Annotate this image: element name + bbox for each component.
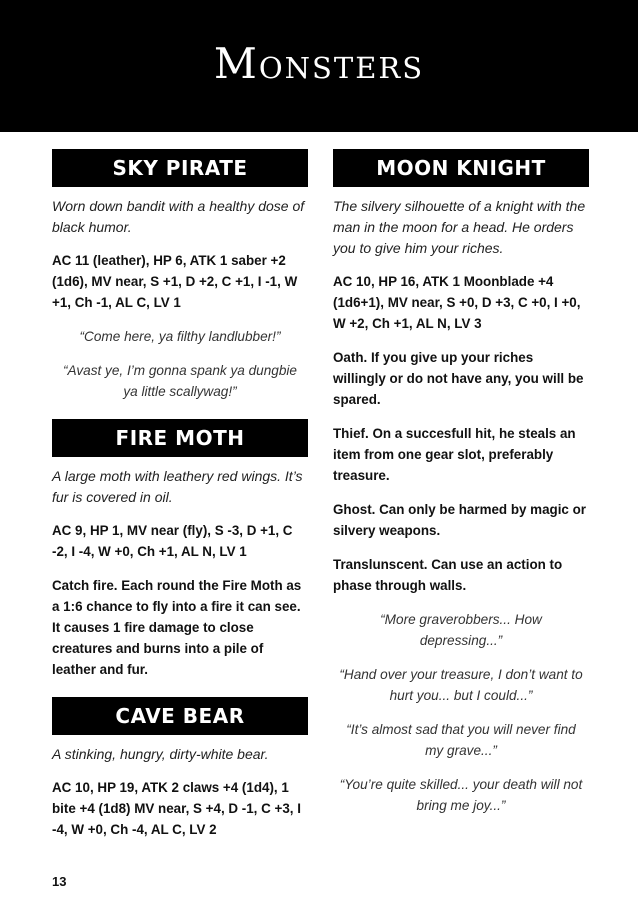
ability-text: Can use an action to phase through walls. xyxy=(333,557,563,593)
ability-text: Each round the Fire Moth as a 1:6 chance to fly into a fire it can see. It causes 1 fire damage to close creatures and burns into a pile of leather and fur. xyxy=(52,578,302,677)
ability-name: Ghost. xyxy=(333,502,376,517)
monster-ability xyxy=(333,347,589,410)
monster-cave-bear xyxy=(52,697,308,840)
monster-ability xyxy=(52,575,308,680)
monster-quote: “More graverobbers... How depressing...” xyxy=(380,612,542,648)
monster-sky-pirate xyxy=(52,149,308,402)
monster-moon-knight xyxy=(333,149,589,816)
monster-ability xyxy=(333,499,589,541)
monster-stats: AC 11 (leather), HP 6, ATK 1 saber +2 (1d6), MV near, S +1, D +2, C +1, I -1, W +1, Ch -1, AL C, LV 1 xyxy=(52,253,298,310)
monster-quote: “Come here, ya filthy landlubber!” xyxy=(79,329,281,344)
ability-text: Can only be harmed by magic or silvery weapons. xyxy=(333,502,586,538)
ability-name: Catch fire. xyxy=(52,578,118,593)
monster-quote: “It’s almost sad that you will never find my grave...” xyxy=(346,722,576,758)
monster-description: A large moth with leathery red wings. It’s fur is covered in oil. xyxy=(52,468,303,505)
monster-description: Worn down bandit with a healthy dose of black humor. xyxy=(52,198,305,235)
monster-ability xyxy=(333,554,589,596)
right-column xyxy=(333,149,589,816)
monster-description: The silvery silhouette of a knight with the man in the moon for a head. He orders you to give him your riches. xyxy=(333,198,586,256)
monster-quote: “You’re quite skilled... your death will not bring me joy...” xyxy=(339,777,583,813)
monster-stats: AC 9, HP 1, MV near (fly), S -3, D +1, C -2, I -4, W +0, Ch +1, AL N, LV 1 xyxy=(52,523,293,559)
monster-fire-moth xyxy=(52,419,308,680)
ability-name: Oath. xyxy=(333,350,368,365)
monster-name: MOON KNIGHT xyxy=(333,149,589,187)
ability-name: Translunscent. xyxy=(333,557,428,572)
page-title: Monsters xyxy=(213,38,425,88)
monster-ability xyxy=(333,423,589,486)
monster-description: A stinking, hungry, dirty-white bear. xyxy=(52,746,269,762)
monster-name: CAVE BEAR xyxy=(52,697,308,735)
monster-stats: AC 10, HP 16, ATK 1 Moonblade +4 (1d6+1), MV near, S +0, D +3, C +0, I +0, W +2, Ch +1, AL N, LV 3 xyxy=(333,274,581,331)
ability-text: On a succesfull hit, he steals an item from one gear slot, preferably treasure. xyxy=(333,426,576,483)
top-banner xyxy=(0,0,638,132)
ability-text: If you give up your riches willingly or do not have any, you will be spared. xyxy=(333,350,584,407)
monster-quote: “Avast ye, I’m gonna spank ya dungbie ya little scallywag!” xyxy=(62,363,297,399)
monster-stats: AC 10, HP 19, ATK 2 claws +4 (1d4), 1 bite +4 (1d8) MV near, S +4, D -1, C +3, I -4, W +0, Ch -4, AL C, LV 2 xyxy=(52,780,301,837)
ability-name: Thief. xyxy=(333,426,369,441)
monster-name: FIRE MOTH xyxy=(52,419,308,457)
left-column xyxy=(52,149,308,840)
page-number: 13 xyxy=(52,874,67,889)
monster-name: SKY PIRATE xyxy=(52,149,308,187)
monster-quote: “Hand over your treasure, I don’t want to hurt you... but I could...” xyxy=(339,667,583,703)
